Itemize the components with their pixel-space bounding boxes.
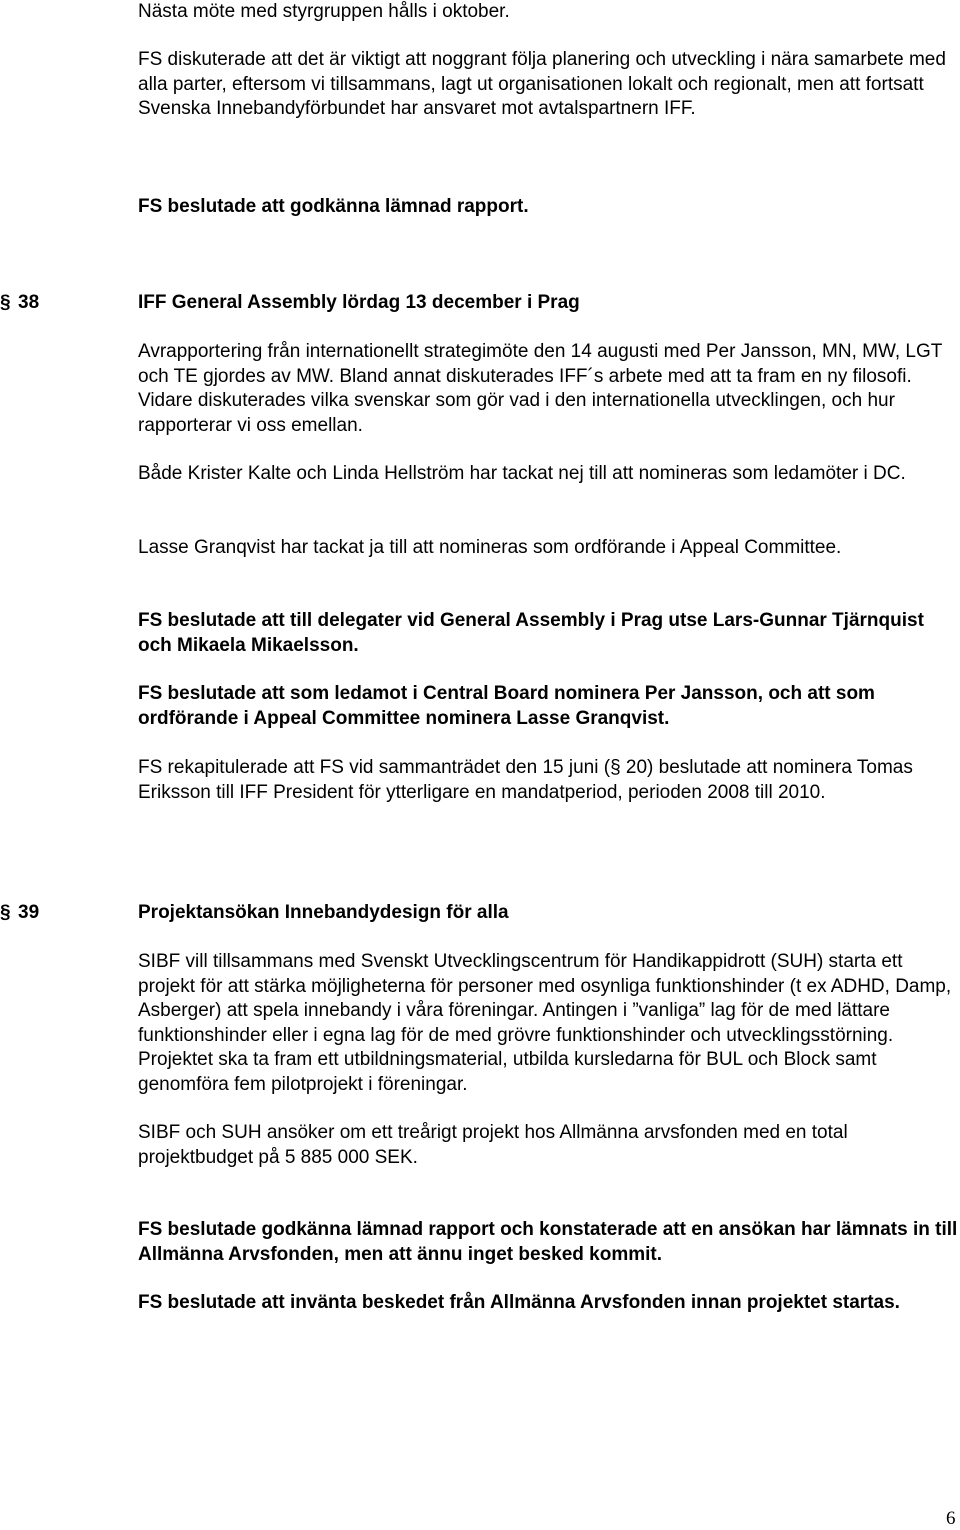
paragraph-next-meeting: Nästa möte med styrgruppen hålls i oktober. (138, 1, 510, 22)
paragraph-planning-discussion: FS diskuterade att det är viktigt att noggrant följa planering och utveckling i nära samarbete med alla parter, eftersom vi tillsammans, lagt ut organisationen lokalt och regionalt, men att fortsatt Svenska Innebandyförbundet har ansvaret mot avtalspartnern IFF. (138, 49, 946, 119)
section-38-decision-nominations: FS beslutade att som ledamot i Central Board nominera Per Jansson, och att som ordförande i Appeal Committee nominera Lasse Granqvist. (138, 683, 875, 729)
section-39-number: 39 (18, 902, 40, 923)
section-38-number: 38 (18, 292, 40, 313)
section-38-decision-delegates: FS beslutade att till delegater vid General Assembly i Prag utse Lars-Gunnar Tjärnquist och Mikaela Mikaelsson. (138, 610, 924, 656)
decision-approve-report: FS beslutade att godkänna lämnad rapport. (138, 196, 529, 217)
section-39-title: Projektansökan Innebandydesign för alla (138, 902, 509, 923)
section-mark: § (0, 292, 11, 313)
section-38-heading (0, 292, 960, 322)
section-39-decision-report: FS beslutade godkänna lämnad rapport och konstaterade att en ansökan har lämnats in till Allmänna Arvsfonden, men att ännu inget besked kommit. (138, 1219, 958, 1265)
section-mark: § (0, 902, 11, 923)
section-38-title: IFF General Assembly lördag 13 december i Prag (138, 292, 580, 313)
section-39-decision-await: FS beslutade att invänta beskedet från Allmänna Arvsfonden innan projektet startas. (138, 1292, 900, 1313)
section-39-paragraph-project: SIBF vill tillsammans med Svenskt Utvecklingscentrum för Handikappidrott (SUH) starta ett projekt för att stärka möjligheterna för personer med osynliga funktionshinder (t ex ADHD, Damp, Asberger) att spela innebandy i våra föreningar. Antingen i ”vanliga” lag för de med lättare funktionshinder eller i egna lag för de med grövre funktionshinder och utvecklingsstörning. Projektet ska ta fram ett utbildningsmaterial, utbilda kursledarna för BUL och Block samt genomföra fem pilotprojekt i föreningar. (138, 951, 952, 1095)
section-38-paragraph-president: FS rekapitulerade att FS vid sammanträdet den 15 juni (§ 20) beslutade att nominera Tomas Eriksson till IFF President för ytterligare en mandatperiod, perioden 2008 till 2010. (138, 757, 913, 803)
section-39-paragraph-application: SIBF och SUH ansöker om ett treårigt projekt hos Allmänna arvsfonden med en total projektbudget på 5 885 000 SEK. (138, 1122, 848, 1168)
section-38-number-group (0, 292, 39, 314)
section-39-number-group (0, 902, 39, 924)
section-39-heading (0, 902, 960, 932)
section-38-paragraph-dc: Både Krister Kalte och Linda Hellström har tackat nej till att nomineras som ledamöter i DC. (138, 463, 906, 484)
page-number: 6 (946, 1508, 956, 1529)
section-38-paragraph-strategy: Avrapportering från internationellt strategimöte den 14 augusti med Per Jansson, MN, MW, LGT och TE gjordes av MW. Bland annat diskuterades IFF´s arbete med att ta fram en ny filosofi. Vidare diskuterades vilka svenskar som gör vad i den internationella utvecklingen, och hur rapporterar vi oss emellan. (138, 341, 943, 436)
section-38-paragraph-appeal: Lasse Granqvist har tackat ja till att nomineras som ordförande i Appeal Committee. (138, 537, 842, 558)
